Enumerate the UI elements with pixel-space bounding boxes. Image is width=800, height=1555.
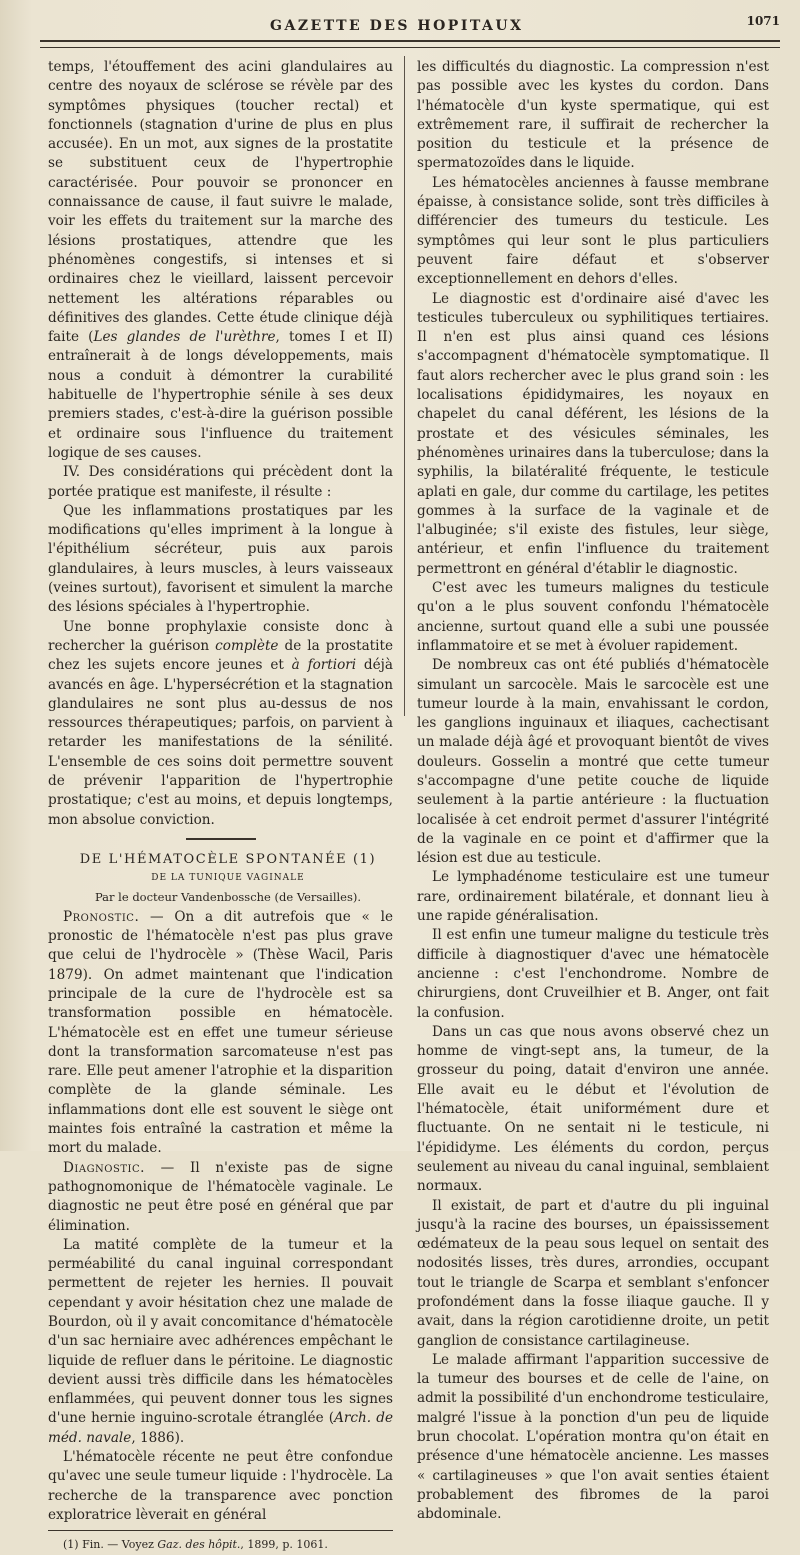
left-column	[48, 58, 393, 1555]
running-head	[40, 14, 780, 34]
column-divider	[404, 56, 405, 716]
left-paragraph-2: IV. Des considérations qui précèdent dont la portée pratique est manifeste, il résulte :	[48, 464, 393, 500]
right-column	[417, 58, 769, 1525]
right-paragraph-1: les difficultés du diagnostic. La compression n'est pas possible avec les kystes du cordon. Dans l'hématocèle d'un kyste spermatique, qui est extrêmement rare, il suffirait de rechercher la position du testicule et la présence de spermatozoïdes dans le liquide.	[417, 59, 769, 172]
article-subtitle: DE LA TUNIQUE VAGINALE	[151, 873, 305, 884]
right-paragraph-6: Le lymphadénome testiculaire est une tumeur rare, ordinairement bilatérale, et donnant lieu à une rapide généralisation.	[417, 869, 769, 925]
right-paragraph-8: Dans un cas que nous avons observé chez un homme de vingt-sept ans, la tumeur, de la grosseur du poing, datait d'environ une année. Elle avait eu le début et l'évolution de l'hématocèle, était uniformément dure et fluctuante. On ne sentait ni le testicule, ni l'épididyme. Les éléments du cordon, perçus seulement au niveau du canal inguinal, semblaient normaux.	[417, 1023, 769, 1195]
section-separator	[186, 838, 256, 840]
header-rule-thin	[40, 47, 780, 48]
left-paragraph-1: temps, l'étouffement des acini glandulaires au centre des noyaux de sclérose se révèle par des symptômes physiques (toucher rectal) et fonctionnels (stagnation d'urine de plus en plus accusée). En un mot, aux signes de la prostatite se substituent ceux de l'hypertrophie caractérisée. Pour pouvoir se prononcer en connaissance de cause, il faut suivre le malade, voir les effets du traitement sur la marche des lésions prostatiques, attendre que les phénomènes congestifs, si intenses et si ordinaires chez le vieillard, laissent percevoir nettement les altérations réparables ou définitives des glandes. Cette étude clinique déjà faite (Les glandes de l'urèthre, tomes I et II) entraînerait à de longs développements, mais nous a conduit à démontrer la curabilité habituelle de l'hypertrophie sénile à ses deux premiers stades, c'est-à-dire la guérison possible et ordinaire sous l'influence du traitement logique de ses causes.	[48, 59, 393, 461]
right-paragraph-4: C'est avec les tumeurs malignes du testicule qu'on a le plus souvent confondu l'hématocèle ancienne, surtout quand elle a subi une poussée inflammatoire et se met à évoluer rapidement.	[417, 580, 769, 654]
left-paragraph-4: Une bonne prophylaxie consiste donc à rechercher la guérison complète de la prostatite chez les sujets encore jeunes et à fortiori déjà avancés en âge. L'hypersécrétion et la stagnation glandulaires ne sont plus au-dessus de nos ressources thérapeutiques; parfois, on parvient à retarder les manifestations de la sénilité. L'ensemble de ces soins doit permettre souvent de prévenir l'apparition de l'hypertrophie prostatique; c'est au moins, et depuis longtemps, mon absolue conviction.	[48, 618, 393, 828]
left-paragraph-5: La matité complète de la tumeur et la perméabilité du canal inguinal correspondant permettent de rejeter les hernies. Il pouvait cependant y avoir hésitation chez une malade de Bourdon, où il y avait concomitance d'hématocèle d'un sac herniaire avec adhérences empêchant le liquide de refluer dans le péritoine. Le diagnostic devient aussi très difficile dans les hématocèles enflammées, qui peuvent donner tous les signes d'une hernie inguino-scrotale étranglée (Arch. de méd. navale, 1886).	[48, 1236, 393, 1446]
right-paragraph-3: Le diagnostic est d'ordinaire aisé d'avec les testicules tuberculeux ou syphilitiques tertiaires. Il n'en est plus ainsi quand ces lésions s'accompagnent d'hématocèle symptomatique. Il faut alors rechercher avec le plus grand soin : les localisations épididymaires, les noyaux en chapelet du canal déférent, les lésions de la prostate et des vésicules séminales, les phénomènes urinaires dans la tuberculose; dans la syphilis, la bilatéralité fréquente, le testicule aplati en gale, dur comme du cartilage, les petites gommes à la surface de la vaginale et de l'albuginée; s'il existe des fistules, leur siège, antérieur, et enfin l'influence du traitement permettront en général d'établir le diagnostic.	[417, 290, 769, 577]
left-paragraph-6: L'hématocèle récente ne peut être confondue qu'avec une seule tumeur liquide : l'hydrocèle. La recherche de la transparence avec ponction exploratrice lèverait en général	[48, 1449, 393, 1523]
page-number: 1071	[746, 14, 780, 28]
right-paragraph-7: Il est enfin une tumeur maligne du testicule très difficile à diagnostiquer d'avec une hématocèle ancienne : c'est l'enchondrome. Nombre de chirurgiens, dont Cruveilhier et B. Anger, ont fait la confusion.	[417, 927, 769, 1021]
pronostic-paragraph: Pronostic. — On a dit autrefois que « le pronostic de l'hématocèle n'est pas plus grave que celui de l'hydrocèle » (Thèse Wacil, Paris 1879). On admet maintenant que l'indication principale de la cure de l'hydrocèle est sa transformation possible en hématocèle. L'hématocèle est en effet une tumeur sérieuse dont la transformation sarcomateuse n'est pas rare. Elle peut amener l'atrophie et la disparition complète de la glande séminale. Les inflammations dont elle est souvent le siège ont maintes fois entraîné la castration et même la mort du malade.	[48, 908, 393, 1157]
right-paragraph-2: Les hématocèles anciennes à fausse membrane épaisse, à consistance solide, sont très difficiles à différencier des tumeurs du testicule. Les symptômes qui leur sont le plus particuliers peuvent faire défaut et s'observer exceptionnellement en dehors d'elles.	[417, 174, 769, 288]
journal-title: GAZETTE DES HOPITAUX	[270, 18, 524, 34]
right-paragraph-9: Il existait, de part et d'autre du pli inguinal jusqu'à la racine des bourses, un épaississement œdémateux de la peau sous lequel on sentait des nodosités lisses, très dures, arrondies, occupant tout le triangle de Scarpa et semblant s'enfoncer profondément dans la fosse iliaque gauche. Il y avait, dans la région carotidienne droite, un petit ganglion de consistance cartilagineuse.	[417, 1197, 769, 1349]
footnote: (1) Fin. — Voyez Gaz. des hôpit., 1899, p. 1061.	[63, 1538, 328, 1552]
right-paragraph-10: Le malade affirmant l'apparition successive de la tumeur des bourses et de celle de l'aine, on admit la possibilité d'un enchondrome testiculaire, malgré l'issue à la ponction d'un peu de liquide brun chocolat. L'opération montra qu'on était en présence d'une hématocèle ancienne. Les masses « cartilagineuses » que l'on avait senties étaient probablement des fibromes de la paroi abdominale.	[417, 1351, 769, 1523]
article-author: Par le docteur Vandenbossche (de Versailles).	[94, 890, 362, 905]
footnote-rule	[48, 1530, 393, 1531]
header-rule-thick	[40, 40, 780, 42]
right-paragraph-5: De nombreux cas ont été publiés d'hématocèle simulant un sarcocèle. Mais le sarcocèle est une tumeur lourde à la main, envahissant le cordon, les ganglions inguinaux et iliaques, cachectisant un malade déjà âgé et provoquant bientôt de vives douleurs. Gosselin a montré que cette tumeur s'accompagne d'une petite couche de liquide seulement à la partie antérieure : la fluctuation localisée à cet endroit permet d'assurer l'intégrité de la vaginale en ce point et d'affirmer que la lésion est due au testicule.	[417, 657, 769, 867]
diagnostic-paragraph: Diagnostic. — Il n'existe pas de signe pathognomonique de l'hématocèle vaginale. Le diagnostic ne peut être posé en général que par élimination.	[48, 1159, 393, 1234]
left-paragraph-3: Que les inflammations prostatiques par les modifications qu'elles impriment à la longue à l'épithélium sécréteur, puis aux parois glandulaires, à leurs muscles, à leurs vaisseaux (veines surtout), favorisent et simulent la marche des lésions spéciales à l'hypertrophie.	[48, 502, 393, 616]
article-title: DE L'HÉMATOCÈLE SPONTANÉE (1)	[79, 851, 377, 867]
